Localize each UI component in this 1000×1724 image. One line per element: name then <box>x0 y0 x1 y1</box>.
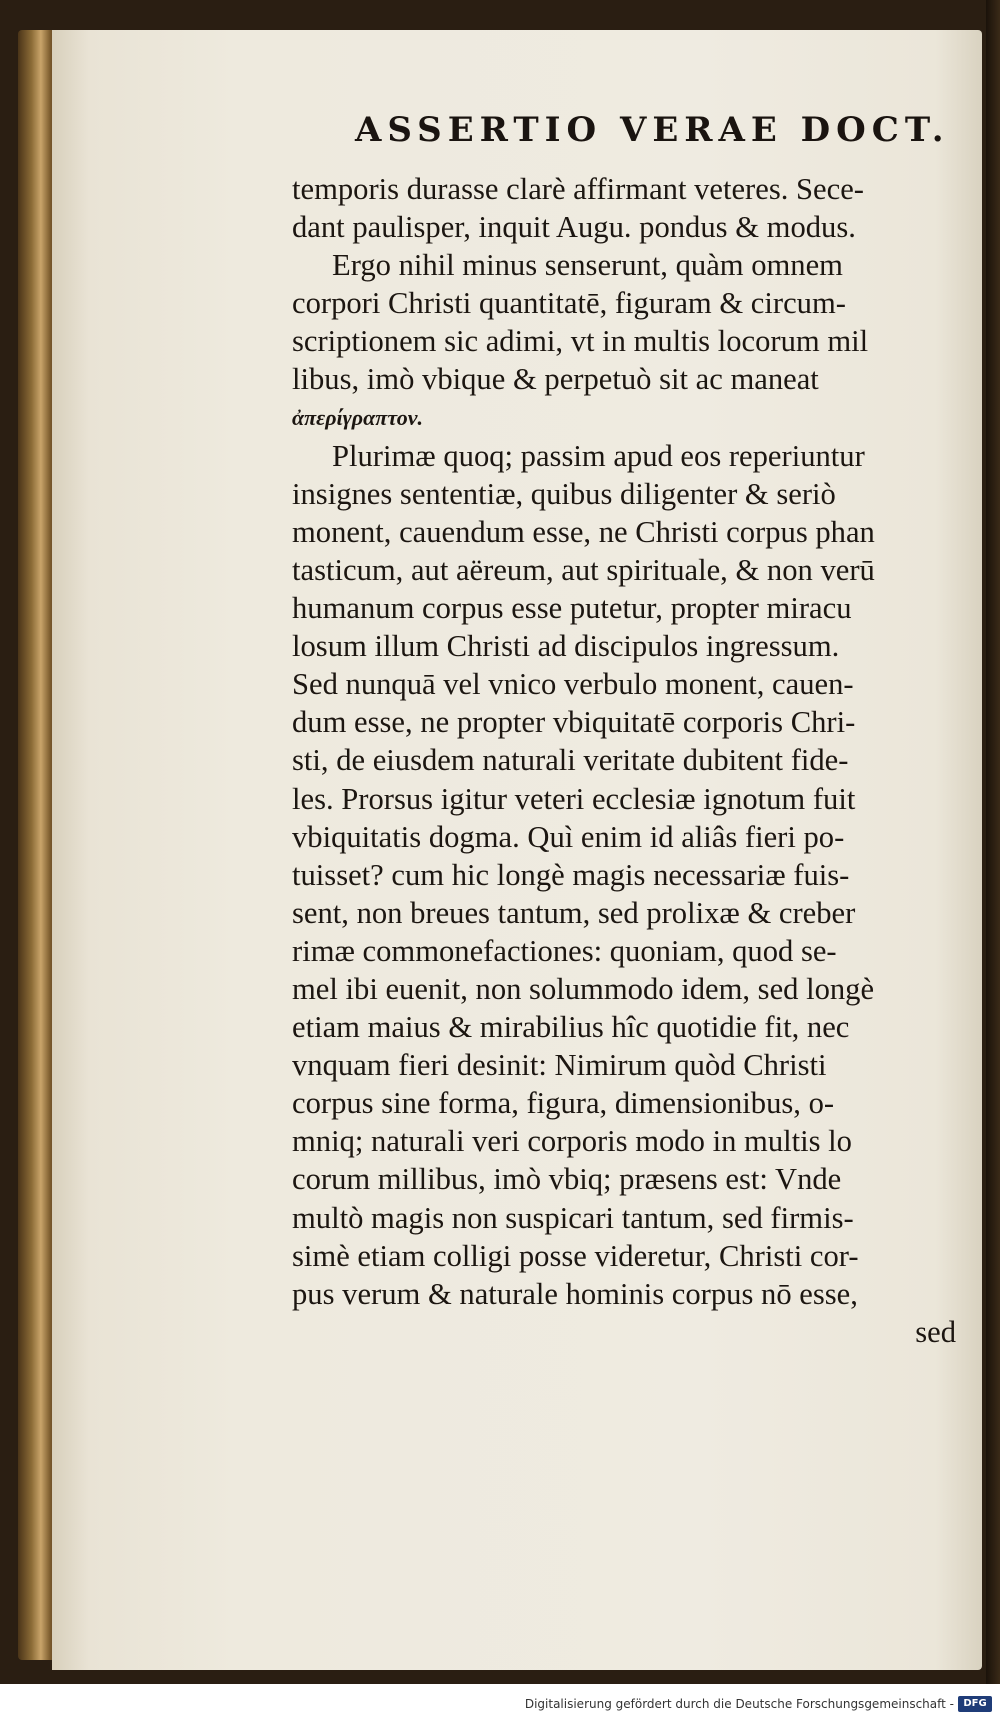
footer-bar <box>0 1684 1000 1724</box>
text-line: les. Prorsus igitur veteri ecclesiæ ignotum fuit <box>292 781 856 816</box>
text-line: Ergo nihil minus senserunt, quàm omnem <box>332 248 843 283</box>
body-text <box>292 170 968 1351</box>
text-line: Plurimæ quoq; passim apud eos reperiuntur <box>332 438 865 473</box>
funding-credit: Digitalisierung gefördert durch die Deutsche Forschungsgemeinschaft - <box>524 1697 954 1711</box>
page-right-edge <box>986 0 1000 1684</box>
text-line: mel ibi euenit, non solummodo idem, sed longè <box>292 971 875 1006</box>
text-line: scriptionem sic adimi, vt in multis locorum mil <box>292 324 869 359</box>
text-line: tuisset? cum hic longè magis necessariæ fuis- <box>292 857 850 892</box>
text-line: vbiquitatis dogma. Quì enim id aliâs fieri po- <box>292 819 845 854</box>
text-line: corpori Christi quantitatē, figuram & circum- <box>292 286 846 321</box>
text-line: corum millibus, imò vbiq; præsens est: Vnde <box>292 1162 842 1197</box>
text-line: Sed nunquā vel vnico verbulo monent, cauen- <box>292 667 854 702</box>
text-line: monent, cauendum esse, ne Christi corpus phan <box>292 514 875 549</box>
text-line: losum illum Christi ad discipulos ingressum. <box>292 629 840 664</box>
text-line: sent, non breues tantum, sed prolixæ & creber <box>292 895 856 930</box>
text-line: corpus sine forma, figura, dimensionibus, o- <box>292 1086 835 1121</box>
greek-word-line: ἀπερίγραπτον. <box>292 404 424 430</box>
text-line: dum esse, ne propter vbiquitatē corporis Chri- <box>292 705 856 740</box>
book-spine-edge <box>18 30 56 1660</box>
text-line: etiam maius & mirabilius hîc quotidie fit, nec <box>292 1010 850 1045</box>
text-line: libus, imò vbique & perpetuò sit ac maneat <box>292 362 819 397</box>
dfg-logo: DFG <box>958 1696 992 1712</box>
text-line: temporis durasse clarè affirmant veteres. Sece- <box>292 172 864 206</box>
text-line: multò magis non suspicari tantum, sed firmis- <box>292 1200 854 1235</box>
text-line: simè etiam colligi posse videretur, Christi cor- <box>292 1238 859 1273</box>
catchword: sed <box>915 1314 956 1349</box>
text-line: sti, de eiusdem naturali veritate dubitent fide- <box>292 743 849 778</box>
text-line: tasticum, aut aëreum, aut spirituale, & non verū <box>292 552 875 587</box>
text-line: rimæ commonefactiones: quoniam, quod se- <box>292 933 837 968</box>
text-line: vnquam fieri desinit: Nimirum quòd Christi <box>292 1048 827 1083</box>
text-line: dant paulisper, inquit Augu. pondus & modus. <box>292 210 856 245</box>
text-line: mniq; naturali veri corporis modo in multis lo <box>292 1124 852 1159</box>
text-line: pus verum & naturale hominis corpus nō esse, <box>292 1276 858 1311</box>
text-line: humanum corpus esse putetur, propter miracu <box>292 591 852 626</box>
text-line: insignes sententiæ, quibus diligenter & seriò <box>292 476 836 511</box>
running-head: ASSERTIO VERAE DOCT. <box>355 110 950 150</box>
